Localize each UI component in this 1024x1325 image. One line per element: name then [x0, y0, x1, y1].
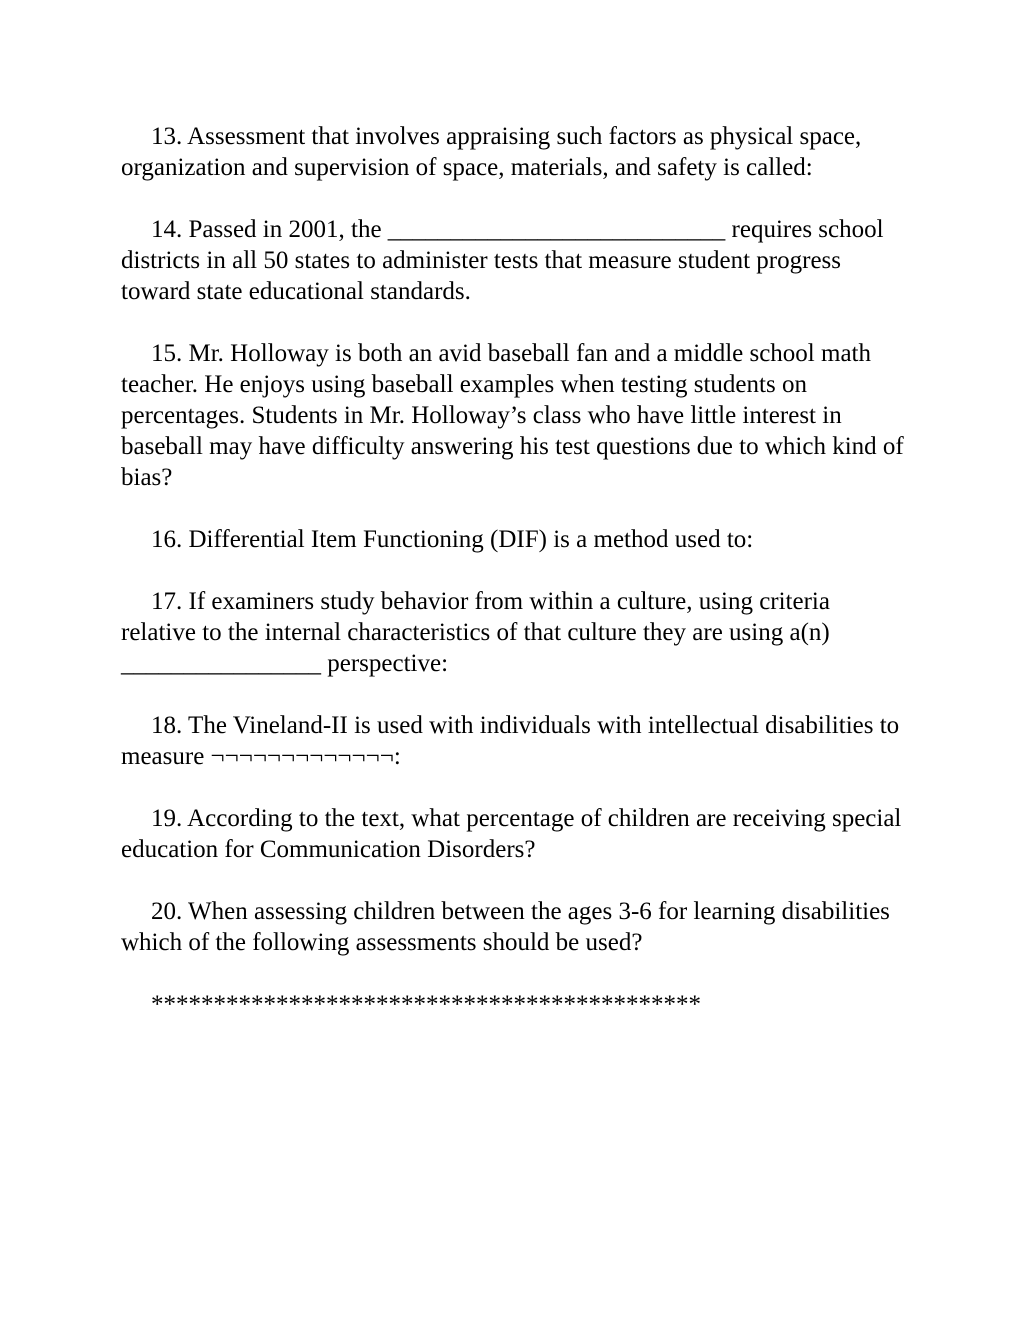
question-13: 13. Assessment that involves appraising such factors as physical space, organization and supervision of space, materials, and safety is called:	[121, 123, 862, 181]
question-15: 15. Mr. Holloway is both an avid baseball fan and a middle school math teacher. He enjoys using baseball examples when testing students on percentages. Students in Mr. Holloway’s class who have little interest in baseball may have difficulty answering his test questions due to which kind of bias?	[121, 340, 904, 491]
separator-line: ********************************************	[151, 991, 701, 1018]
question-16: 16. Differential Item Functioning (DIF) is a method used to:	[151, 526, 754, 553]
question-17: 17. If examiners study behavior from within a culture, using criteria relative to the internal characteristics of that culture they are using a(n) ________________ perspective:	[121, 588, 830, 677]
question-20: 20. When assessing children between the ages 3-6 for learning disabilities which of the following assessments should be used?	[121, 898, 890, 956]
question-18: 18. The Vineland-II is used with individuals with intellectual disabilities to measure ¬¬¬¬¬¬¬¬¬¬¬¬¬:	[121, 712, 900, 770]
question-19: 19. According to the text, what percentage of children are receiving special education for Communication Disorders?	[121, 805, 902, 863]
question-list	[121, 121, 911, 1020]
question-14: 14. Passed in 2001, the ___________________________ requires school districts in all 50 states to administer tests that measure student progress toward state educational standards.	[121, 216, 884, 305]
